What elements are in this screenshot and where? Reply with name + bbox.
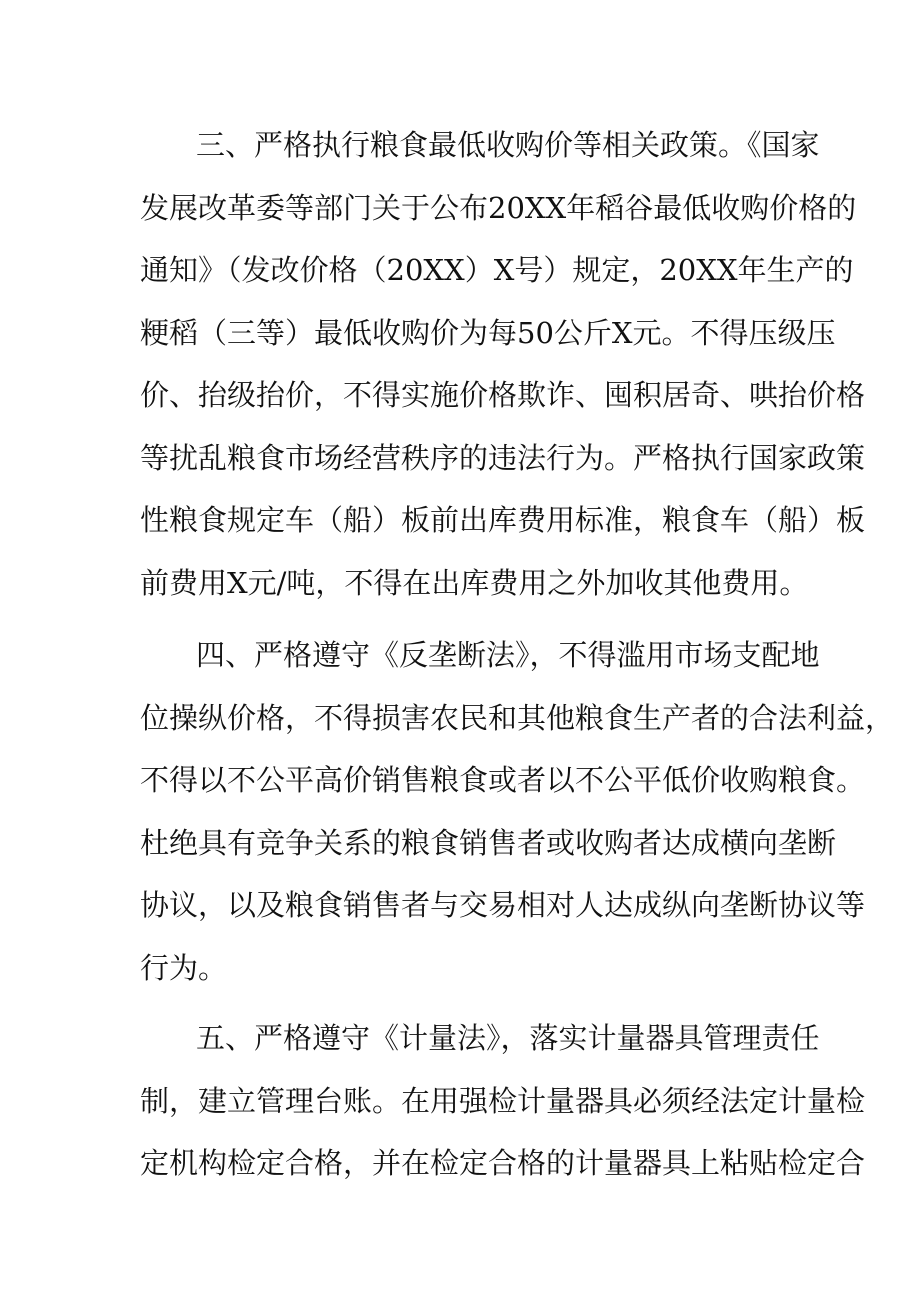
paragraph-line: 三、严格执行粮食最低收购价等相关政策。《国家 xyxy=(196,128,820,162)
paragraph-line: 制，建立管理台账。在用强检计量器具必须经法定计量检 xyxy=(140,1083,866,1118)
paragraph-line: 协议，以及粮食销售者与交易相对人达成纵向垄断协议等 xyxy=(140,888,866,922)
paragraph-4-antimonopoly xyxy=(140,624,895,999)
paragraph-line: 位操纵价格，不得损害农民和其他粮食生产者的合法利益， xyxy=(140,700,895,735)
paragraph-3-price-policy xyxy=(140,114,866,614)
paragraph-line: 五、严格遵守《计量法》，落实计量器具管理责任 xyxy=(196,1021,820,1055)
paragraph-line: 通知》（发改价格（20XX）X号）规定，20XX年生产的 xyxy=(140,253,854,287)
paragraph-line: 粳稻（三等）最低收购价为每50公斤X元。不得压级压 xyxy=(140,315,836,350)
paragraph-line: 性粮食规定车（船）板前出库费用标准，粮食车（船）板 xyxy=(140,503,866,537)
paragraph-line: 杜绝具有竞争关系的粮食销售者或收购者达成横向垄断 xyxy=(140,825,837,860)
paragraph-line: 四、严格遵守《反垄断法》，不得滥用市场支配地 xyxy=(196,638,820,672)
paragraph-line: 定机构检定合格，并在检定合格的计量器具上粘贴检定合 xyxy=(140,1146,866,1180)
paragraph-line: 行为。 xyxy=(140,950,228,985)
paragraph-line: 不得以不公平高价销售粮食或者以不公平低价收购粮食。 xyxy=(140,763,866,797)
paragraph-line: 发展改革委等部门关于公布20XX年稻谷最低收购价格的 xyxy=(140,190,857,225)
paragraph-5-metrology xyxy=(140,1007,866,1195)
paragraph-line: 等扰乱粮食市场经营秩序的违法行为。严格执行国家政策 xyxy=(140,440,866,475)
paragraph-line: 价、抬级抬价，不得实施价格欺诈、囤积居奇、哄抬价格 xyxy=(140,378,866,412)
paragraph-line: 前费用X元/吨，不得在出库费用之外加收其他费用。 xyxy=(140,565,809,600)
